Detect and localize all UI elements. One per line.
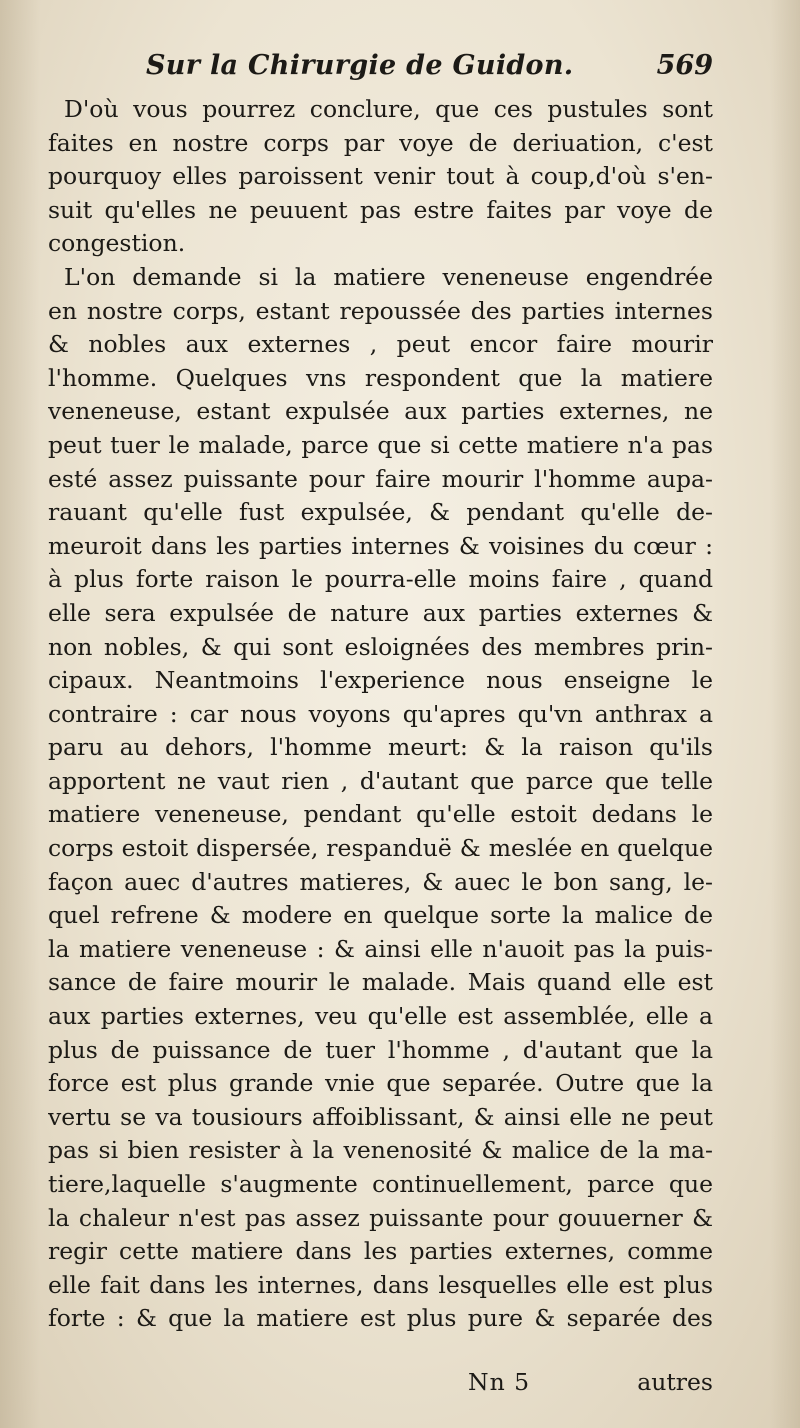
- text-line: paru au dehors, l'homme meurt: & la raison qu'ils: [48, 733, 713, 762]
- running-title: Sur la Chirurgie de Guidon.: [146, 50, 574, 81]
- text-line: L'on demande si la matiere veneneuse engendrée: [64, 262, 713, 291]
- text-line: suit qu'elles ne peuuent pas estre faites par voye de: [48, 195, 713, 224]
- page-footer: [48, 1368, 713, 1402]
- text-line: l'homme. Quelques vns respondent que la matiere: [48, 363, 713, 392]
- text-line: elle sera expulsée de nature aux parties externes &: [48, 598, 713, 627]
- text-line: congestion.: [48, 229, 186, 258]
- text-line: la chaleur n'est pas assez puissante pour gouuerner &: [48, 1203, 713, 1232]
- text-line: pourquoy elles paroissent venir tout à coup,d'où s'en-: [48, 162, 713, 191]
- text-line: contraire : car nous voyons qu'apres qu'vn anthrax a: [48, 699, 713, 728]
- text-line: veneneuse, estant expulsée aux parties externes, ne: [48, 397, 713, 426]
- text-line: vertu se va tousiours affoiblissant, & ainsi elle ne peut: [48, 1102, 713, 1131]
- text-line: tiere,laquelle s'augmente continuellement, parce que: [48, 1170, 713, 1198]
- text-line: quel refrene & modere en quelque sorte la malice de: [48, 901, 713, 930]
- catchword: autres: [637, 1368, 713, 1396]
- text-line: plus de puissance de tuer l'homme , d'autant que la: [48, 1035, 713, 1064]
- text-line: sance de faire mourir le malade. Mais quand elle est: [48, 968, 713, 997]
- text-line: peut tuer le malade, parce que si cette matiere n'a pas: [48, 430, 713, 459]
- text-line: forte : & que la matiere est plus pure & separée des: [48, 1304, 713, 1333]
- text-line: corps estoit dispersée, respanduë & meslée en quelque: [48, 834, 713, 863]
- text-line: esté assez puissante pour faire mourir l'homme aupa-: [48, 464, 713, 493]
- text-line: non nobles, & qui sont esloignées des membres prin-: [48, 632, 713, 661]
- text-line: regir cette matiere dans les parties externes, comme: [48, 1237, 713, 1266]
- text-line: aux parties externes, veu qu'elle est assemblée, elle a: [48, 1002, 713, 1031]
- text-line: à plus forte raison le pourra-elle moins faire , quand: [48, 565, 713, 594]
- text-line: & nobles aux externes , peut encor faire mourir: [48, 330, 713, 359]
- text-line: meuroit dans les parties internes & voisines du cœur :: [48, 531, 713, 560]
- text-line: D'où vous pourrez conclure, que ces pustules sont: [64, 95, 713, 123]
- text-line: cipaux. Neantmoins l'experience nous enseigne le: [48, 666, 713, 695]
- text-line: force est plus grande vnie que separée. Outre que la: [48, 1069, 713, 1098]
- text-line: rauant qu'elle fust expulsée, & pendant qu'elle de-: [48, 498, 713, 527]
- text-line: apportent ne vaut rien , d'autant que parce que telle: [48, 766, 713, 795]
- text-line: pas si bien resister à la venenosité & malice de la ma-: [48, 1136, 713, 1165]
- signature-mark: Nn 5: [468, 1368, 531, 1396]
- text-line: matiere veneneuse, pendant qu'elle estoit dedans le: [48, 800, 713, 829]
- page-header: [48, 50, 713, 90]
- text-line: façon auec d'autres matieres, & auec le bon sang, le-: [48, 867, 713, 896]
- body-text: [48, 93, 713, 1336]
- page-number: 569: [656, 50, 713, 81]
- text-line: en nostre corps, estant repoussée des parties internes: [48, 296, 713, 325]
- text-line: la matiere veneneuse : & ainsi elle n'auoit pas la puis-: [48, 934, 713, 963]
- text-line: faites en nostre corps par voye de deriuation, c'est: [48, 128, 713, 157]
- text-line: elle fait dans les internes, dans lesquelles elle est plus: [48, 1270, 713, 1299]
